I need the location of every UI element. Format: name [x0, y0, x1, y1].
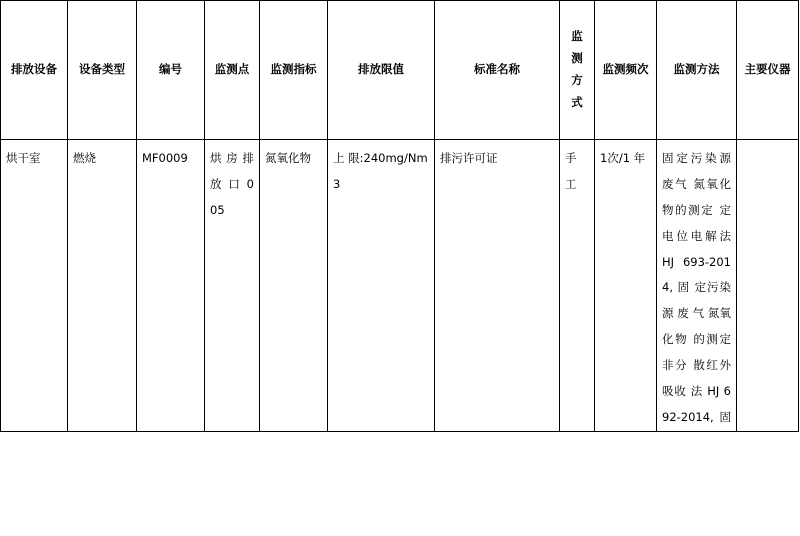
- column-header-monitor-method-vertical: [560, 1, 595, 140]
- column-header-emission-limit: 排放限值: [328, 1, 435, 140]
- column-header-char-4: 式: [571, 94, 583, 109]
- column-header-monitor-method: 监测方法: [657, 1, 737, 140]
- table-row: [1, 140, 799, 432]
- cell-monitor-method: 固定污染源 废气 氮氧化 物的测定 定 电位电解法 HJ 693-2014, 固 定污染源 废 气 氮氧化物 的测定 非分 散红外吸收 法 HJ 692-2014, 固: [657, 140, 737, 432]
- table-header-row: [1, 1, 799, 140]
- column-header-monitor-frequency: 监测频次: [595, 1, 657, 140]
- cell-serial-number: MF0009: [137, 140, 205, 432]
- cell-emission-limit: 上 限:240mg/Nm3: [328, 140, 435, 432]
- cell-monitor-indicator: 氮氧化物: [260, 140, 328, 432]
- column-header-monitor-indicator: 监测指标: [260, 1, 328, 140]
- column-header-equipment-type: 设备类型: [68, 1, 137, 140]
- cell-main-instrument: [737, 140, 799, 432]
- column-header-serial-number: 编号: [137, 1, 205, 140]
- column-header-standard-name: 标准名称: [435, 1, 560, 140]
- cell-monitor-method-vertical: 手 工: [560, 140, 595, 432]
- cell-monitor-point: 烘 房 排 放 口 005: [205, 140, 260, 432]
- column-header-discharge-equipment: 排放设备: [1, 1, 68, 140]
- column-header-char-3: 方: [571, 73, 583, 87]
- cell-standard-name: 排污许可证: [435, 140, 560, 432]
- cell-monitor-frequency: 1次/1 年: [595, 140, 657, 432]
- cell-discharge-equipment: 烘干室: [1, 140, 68, 432]
- cell-equipment-type: 燃烧: [68, 140, 137, 432]
- column-header-char-2: 测: [571, 51, 583, 66]
- column-header-char-1: 监: [571, 29, 583, 44]
- column-header-monitor-point: 监测点: [205, 1, 260, 140]
- column-header-main-instrument: 主要仪器: [737, 1, 799, 140]
